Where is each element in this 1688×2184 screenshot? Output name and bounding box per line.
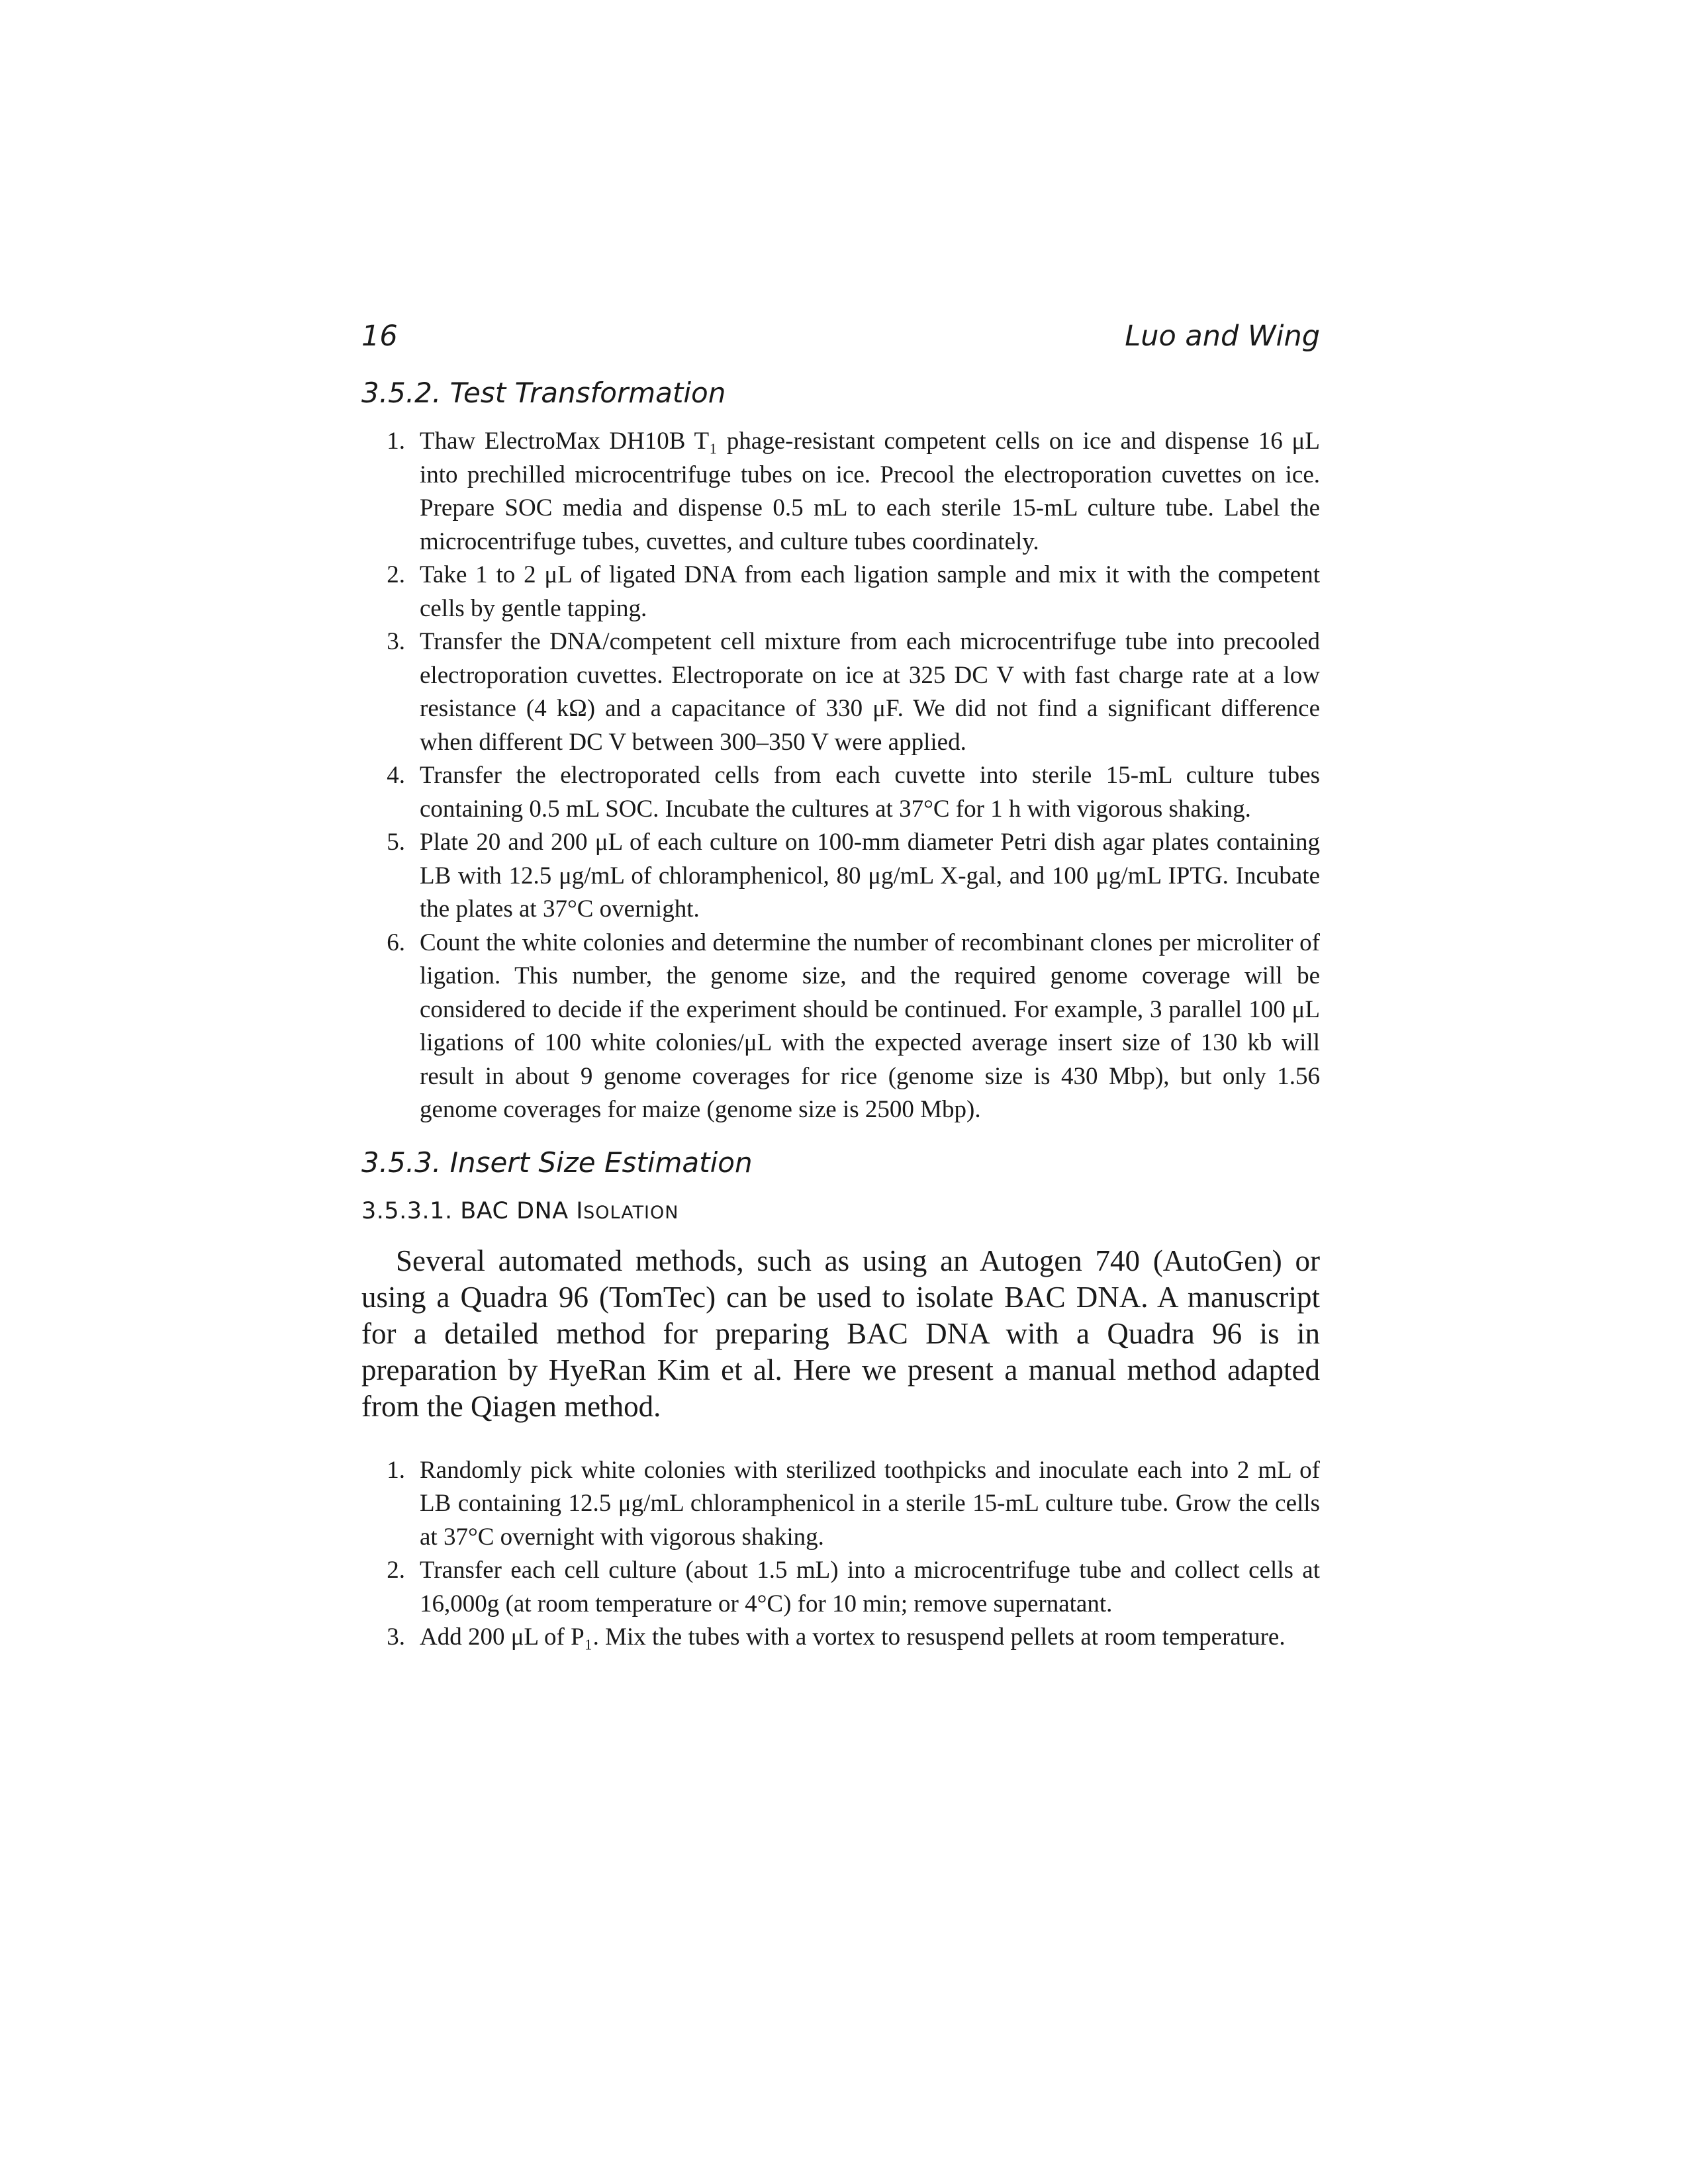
list-item bbox=[361, 559, 1320, 625]
step-text: Transfer each cell culture (about 1.5 mL) into a microcentrifuge tube and collect cells at 16,000g (at room temperature or 4°C) for 10 min; remove supernatant. bbox=[420, 1557, 1320, 1617]
subsection-heading-bac-dna-isolation bbox=[361, 1195, 1320, 1230]
subsection-heading-smallcaps: SOLATION bbox=[583, 1202, 679, 1223]
step-text: Randomly pick white colonies with sterilized toothpicks and inoculate each into 2 mL of LB containing 12.5 μg/mL chloramphenicol in a sterile 15-mL culture tube. Grow the cells at 37°C overnight with vigorous shaking. bbox=[420, 1456, 1320, 1551]
step-number: 3. bbox=[387, 1623, 405, 1651]
step-text: Transfer the electroporated cells from each cuvette into sterile 15-mL culture tubes containing 0.5 mL SOC. Incubate the cultures at 37°C for 1 h with vigorous shaking. bbox=[420, 762, 1320, 823]
page-content bbox=[361, 316, 1320, 1655]
step-text: Transfer the DNA/competent cell mixture from each microcentrifuge tube into precooled electroporation cuvettes. Electroporate on ice at 325 DC V with fast charge rate at a low resistance (4 kΩ) and a capacitance of 330 μF. We did not find a significant difference when different DC V between 300–350 V were applied. bbox=[420, 628, 1320, 756]
step-text: Plate 20 and 200 μL of each culture on 100-mm diameter Petri dish agar plates containing LB with 12.5 μg/mL of chloramphenicol, 80 μg/mL X-gal, and 100 μg/mL IPTG. Incubate the plates at 37°C overnight. bbox=[420, 829, 1320, 923]
list-item bbox=[361, 625, 1320, 759]
section-heading-insert-size-estimation: 3.5.3. Insert Size Estimation bbox=[361, 1146, 753, 1179]
step-number: 6. bbox=[387, 929, 405, 956]
list-item bbox=[361, 759, 1320, 826]
list-item bbox=[361, 425, 1320, 559]
running-head-authors: Luo and Wing bbox=[1125, 320, 1320, 353]
list-item bbox=[361, 1621, 1320, 1655]
section-heading-test-transformation: 3.5.2. Test Transformation bbox=[361, 377, 726, 409]
step-number: 1. bbox=[387, 428, 405, 455]
step-text: Add 200 μL of P₁. Mix the tubes with a vortex to resuspend pellets at room temperature. bbox=[420, 1623, 1286, 1651]
list-item bbox=[361, 1454, 1320, 1555]
bac-dna-isolation-steps bbox=[361, 1454, 1320, 1655]
step-number: 2. bbox=[387, 561, 405, 588]
intro-paragraph: Several automated methods, such as using an Autogen 740 (AutoGen) or using a Quadra 96 (TomTec) can be used to isolate BAC DNA. A manuscript for a detailed method for preparing BAC DNA with a Quadra 96 is in preparation by HyeRan Kim et al. Here we present a manual method adapted from the Qiagen method. bbox=[361, 1244, 1320, 1423]
step-number: 3. bbox=[387, 628, 405, 655]
test-transformation-steps bbox=[361, 425, 1320, 1127]
page-number: 16 bbox=[361, 320, 398, 353]
list-item bbox=[361, 1554, 1320, 1621]
subsection-heading-prefix: 3.5.3.1. BAC DNA I bbox=[361, 1197, 584, 1224]
step-text: Count the white colonies and determine the number of recombinant clones per microliter of ligation. This number, the genome size, and the required genome coverage will be considered to decide if the experiment should be continued. For example, 3 parallel 100 μL ligations of 100 white colonies/μL with the expected average insert size of 130 kb will result in about 9 genome coverages for rice (genome size is 430 Mbp), but only 1.56 genome coverages for maize (genome size is 2500 Mbp). bbox=[420, 929, 1320, 1123]
step-number: 1. bbox=[387, 1456, 405, 1484]
step-number: 5. bbox=[387, 829, 405, 856]
step-number: 2. bbox=[387, 1557, 405, 1584]
list-item bbox=[361, 927, 1320, 1127]
list-item bbox=[361, 826, 1320, 927]
running-head bbox=[361, 316, 1320, 357]
step-text: Take 1 to 2 μL of ligated DNA from each ligation sample and mix it with the competent cells by gentle tapping. bbox=[420, 561, 1320, 622]
step-text: Thaw ElectroMax DH10B T₁ phage-resistant competent cells on ice and dispense 16 μL into prechilled microcentrifuge tubes on ice. Precool the electroporation cuvettes on ice. Prepare SOC media and dispense 0.5 mL to each sterile 15-mL culture tube. Label the microcentrifuge tubes, cuvettes, and culture tubes coordinately. bbox=[420, 428, 1320, 555]
step-number: 4. bbox=[387, 762, 405, 789]
